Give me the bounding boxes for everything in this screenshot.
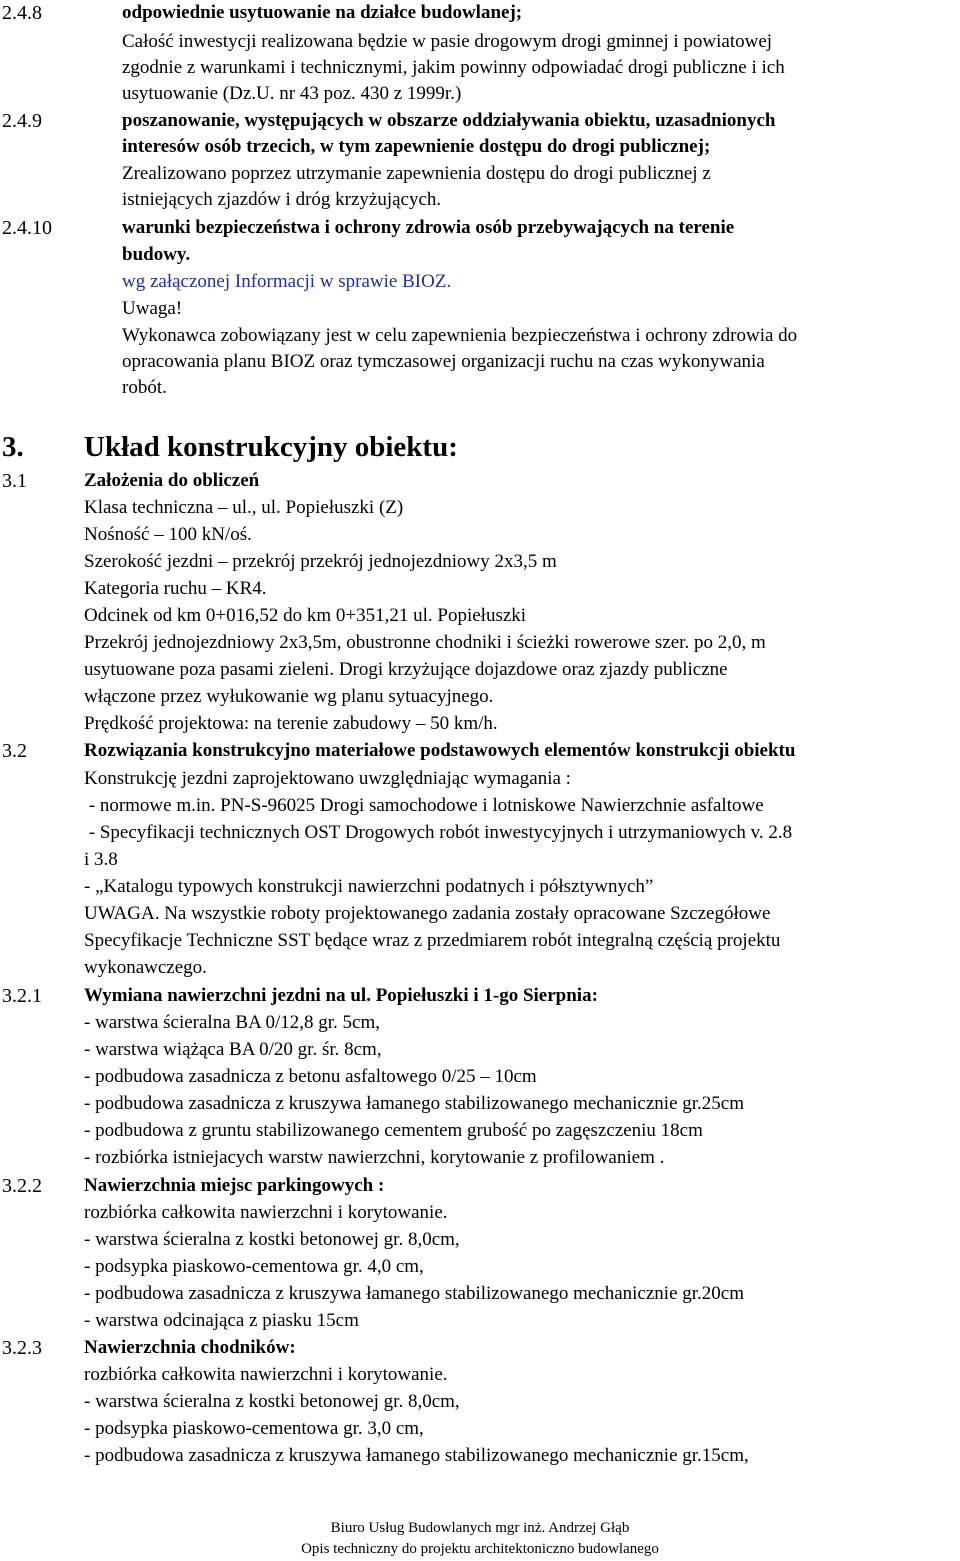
section-heading-2-4-9: poszanowanie, występujących w obszarze oddziaływania obiektu, uzasadnionych bbox=[122, 110, 776, 131]
paragraph-line: Prędkość projektowa: na terenie zabudowy – 50 km/h. bbox=[84, 713, 498, 734]
paragraph-line: i 3.8 bbox=[84, 849, 118, 870]
paragraph-line: - „Katalogu typowych konstrukcji nawierzchni podatnych i półsztywnych” bbox=[84, 876, 654, 897]
paragraph-line: Całość inwestycji realizowana będzie w pasie drogowym drogi gminnej i powiatowej bbox=[122, 31, 773, 52]
paragraph-line: Specyfikacje Techniczne SST będące wraz z przedmiarem robót integralną częścią projektu bbox=[84, 930, 781, 951]
paragraph-line: Kategoria ruchu – KR4. bbox=[84, 578, 267, 599]
paragraph-line: zgodnie z warunkami i technicznymi, jakim powinny odpowiadać drogi publiczne i ich bbox=[122, 57, 785, 78]
paragraph-line: Szerokość jezdni – przekrój przekrój jednojezdniowy 2x3,5 m bbox=[84, 551, 557, 572]
list-item: - podbudowa zasadnicza z betonu asfaltowego 0/25 – 10cm bbox=[84, 1066, 537, 1087]
footer-document-title: Opis techniczny do projektu architektoniczno budowlanego bbox=[301, 1541, 659, 1557]
section-heading-2-4-9: interesów osób trzecich, w tym zapewnienie dostępu do drogi publicznej; bbox=[122, 136, 711, 157]
list-item: - warstwa ścieralna z kostki betonowej gr. 8,0cm, bbox=[84, 1391, 460, 1412]
section-heading-2-4-10: budowy. bbox=[122, 244, 191, 265]
section-number-2-4-9: 2.4.9 bbox=[2, 110, 42, 132]
list-item: - warstwa wiążąca BA 0/20 gr. śr. 8cm, bbox=[84, 1039, 382, 1060]
paragraph-line: usytuowanie (Dz.U. nr 43 poz. 430 z 1999r.) bbox=[122, 83, 462, 104]
list-item: - podsypka piaskowo-cementowa gr. 4,0 cm, bbox=[84, 1256, 424, 1277]
section-number-3-2-2: 3.2.2 bbox=[2, 1175, 42, 1197]
section-number-3-2-3: 3.2.3 bbox=[2, 1337, 42, 1359]
list-item: - warstwa ścieralna BA 0/12,8 gr. 5cm, bbox=[84, 1012, 381, 1033]
paragraph-line: Wykonawca zobowiązany jest w celu zapewnienia bezpieczeństwa i ochrony zdrowia do bbox=[122, 325, 798, 346]
chapter-number: 3. bbox=[2, 431, 24, 463]
section-number-3-1: 3.1 bbox=[2, 470, 27, 492]
footer-office-name: Biuro Usług Budowlanych mgr inż. Andrzej Głąb bbox=[330, 1520, 630, 1536]
section-number-3-2-1: 3.2.1 bbox=[2, 985, 42, 1007]
section-heading-3-1: Założenia do obliczeń bbox=[84, 470, 260, 491]
section-heading-3-2-1: Wymiana nawierzchni jezdni na ul. Popiełuszki i 1-go Sierpnia: bbox=[84, 985, 598, 1006]
paragraph-line: Nośność – 100 kN/oś. bbox=[84, 524, 252, 545]
list-item: - podbudowa zasadnicza z kruszywa łamanego stabilizowanego mechanicznie gr.20cm bbox=[84, 1283, 744, 1304]
list-item: rozbiórka całkowita nawierzchni i korytowanie. bbox=[84, 1202, 448, 1223]
section-number-2-4-10: 2.4.10 bbox=[2, 217, 52, 239]
section-number-3-2: 3.2 bbox=[2, 740, 27, 762]
chapter-title: Układ konstrukcyjny obiektu: bbox=[84, 431, 458, 463]
section-heading-2-4-8: odpowiednie usytuowanie na działce budowlanej; bbox=[122, 2, 523, 23]
paragraph-line: robót. bbox=[122, 377, 167, 398]
list-item: - rozbiórka istniejacych warstw nawierzchni, korytowanie z profilowaniem . bbox=[84, 1147, 665, 1168]
list-item: - podbudowa z gruntu stabilizowanego cementem grubość po zagęszczeniu 18cm bbox=[84, 1120, 703, 1141]
paragraph-line: Konstrukcję jezdni zaprojektowano uwzględniając wymagania : bbox=[84, 768, 571, 789]
paragraph-line: UWAGA. Na wszystkie roboty projektowanego zadania zostały opracowane Szczegółowe bbox=[84, 903, 771, 924]
paragraph-line: istniejących zjazdów i dróg krzyżujących. bbox=[122, 189, 442, 210]
paragraph-line: usytuowane poza pasami zieleni. Drogi krzyżujące dojazdowe oraz zjazdy publiczne bbox=[84, 659, 728, 680]
paragraph-line: Odcinek od km 0+016,52 do km 0+351,21 ul. Popiełuszki bbox=[84, 605, 527, 626]
section-number-2-4-8: 2.4.8 bbox=[2, 2, 42, 24]
list-item: - podsypka piaskowo-cementowa gr. 3,0 cm, bbox=[84, 1418, 424, 1439]
list-item: - warstwa odcinająca z piasku 15cm bbox=[84, 1310, 359, 1331]
section-heading-3-2-3: Nawierzchnia chodników: bbox=[84, 1337, 296, 1358]
list-item: rozbiórka całkowita nawierzchni i korytowanie. bbox=[84, 1364, 448, 1385]
paragraph-line: - normowe m.in. PN-S-96025 Drogi samochodowe i lotniskowe Nawierzchnie asfaltowe bbox=[84, 795, 764, 816]
paragraph-line: opracowania planu BIOZ oraz tymczasowej organizacji ruchu na czas wykonywania bbox=[122, 351, 765, 372]
paragraph-line: Uwaga! bbox=[122, 298, 183, 319]
paragraph-line: Zrealizowano poprzez utrzymanie zapewnienia dostępu do drogi publicznej z bbox=[122, 163, 711, 184]
list-item: - podbudowa zasadnicza z kruszywa łamanego stabilizowanego mechanicznie gr.15cm, bbox=[84, 1445, 749, 1466]
list-item: - podbudowa zasadnicza z kruszywa łamanego stabilizowanego mechanicznie gr.25cm bbox=[84, 1093, 744, 1114]
bioz-reference-link[interactable]: wg załączonej Informacji w sprawie BIOZ. bbox=[122, 271, 452, 292]
paragraph-line: wykonawczego. bbox=[84, 957, 207, 978]
section-heading-3-2-2: Nawierzchnia miejsc parkingowych : bbox=[84, 1175, 385, 1196]
section-heading-3-2: Rozwiązania konstrukcyjno materiałowe podstawowych elementów konstrukcji obiektu bbox=[84, 740, 796, 761]
paragraph-line: Przekrój jednojezdniowy 2x3,5m, obustronne chodniki i ścieżki rowerowe szer. po 2,0, m bbox=[84, 632, 766, 653]
paragraph-line: - Specyfikacji technicznych OST Drogowych robót inwestycyjnych i utrzymaniowych v. 2.8 bbox=[84, 822, 793, 843]
section-heading-2-4-10: warunki bezpieczeństwa i ochrony zdrowia osób przebywających na terenie bbox=[122, 217, 735, 238]
paragraph-line: Klasa techniczna – ul., ul. Popiełuszki (Z) bbox=[84, 497, 404, 518]
list-item: - warstwa ścieralna z kostki betonowej gr. 8,0cm, bbox=[84, 1229, 460, 1250]
paragraph-line: włączone przez wyłukowanie wg planu sytuacyjnego. bbox=[84, 686, 494, 707]
